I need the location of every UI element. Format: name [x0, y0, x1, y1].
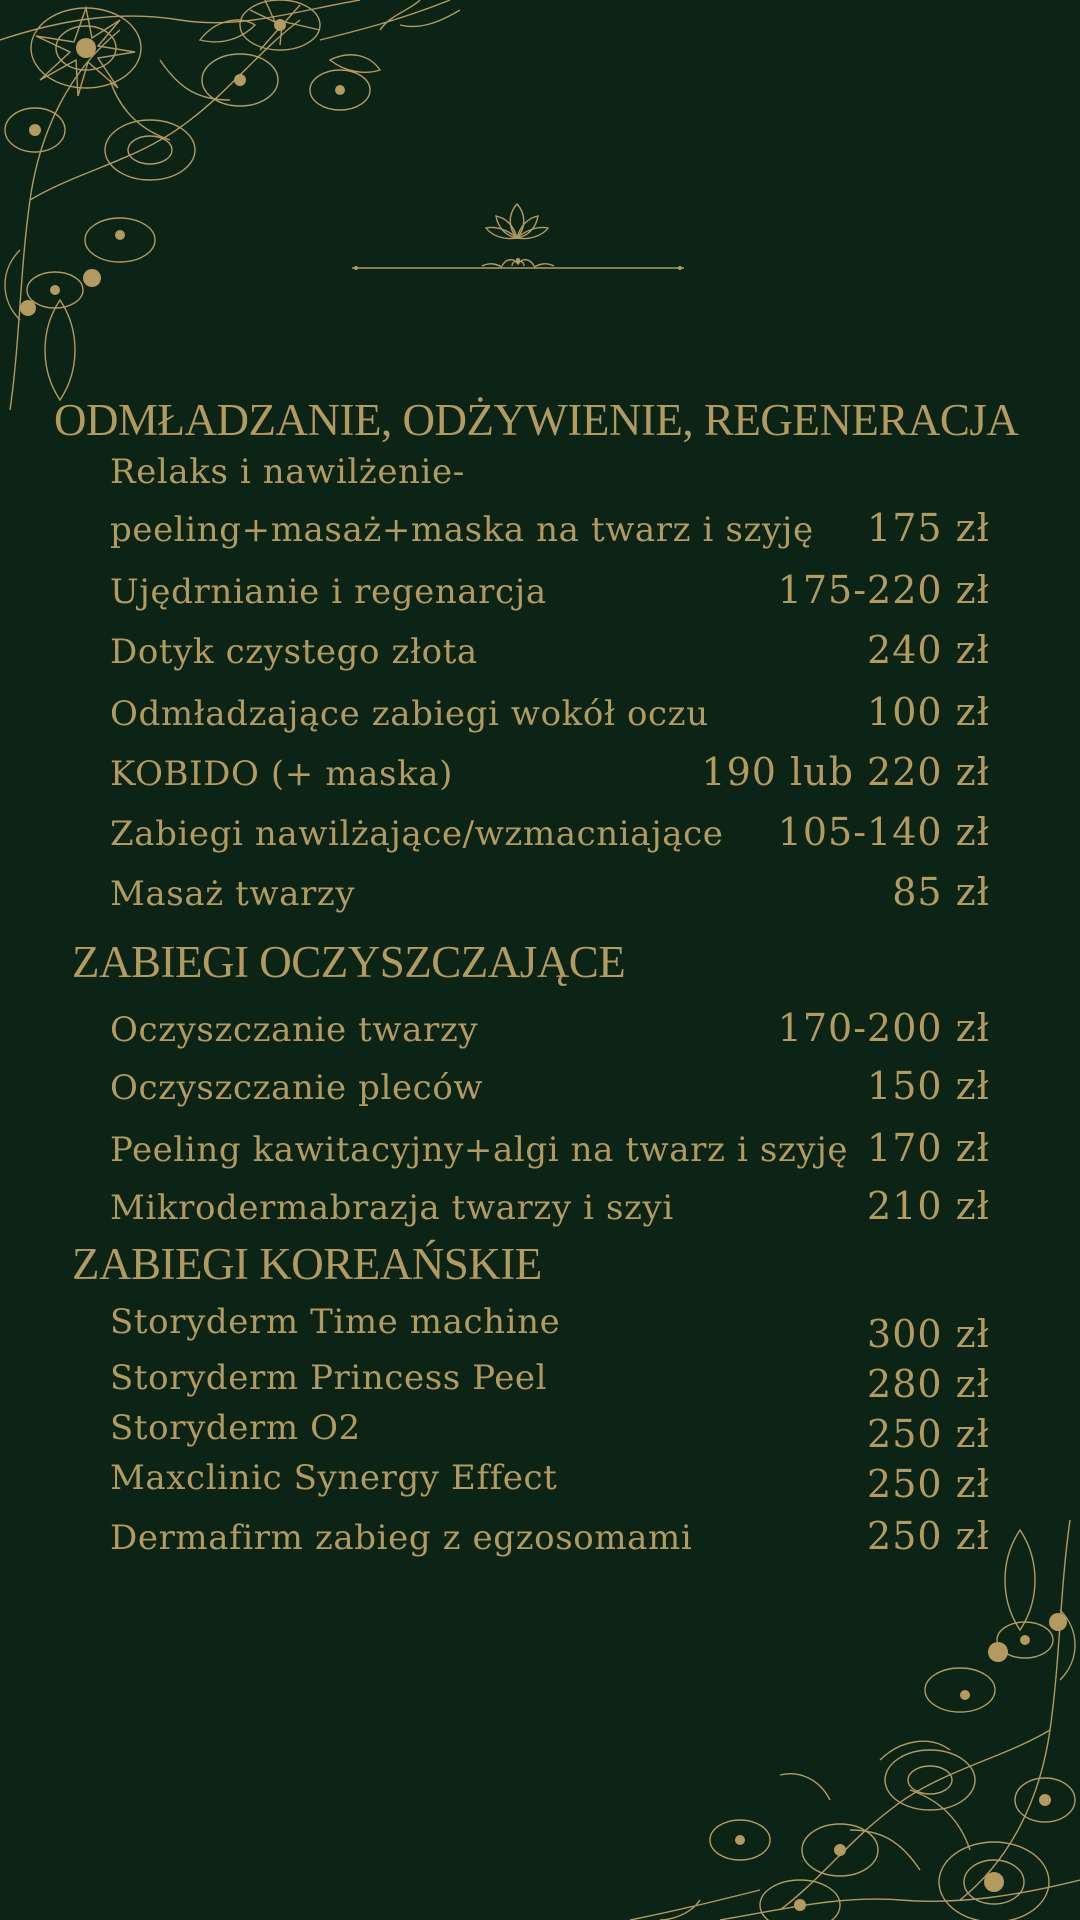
menu-item — [110, 800, 990, 854]
menu-item — [110, 1402, 990, 1456]
menu-item — [110, 1116, 990, 1170]
menu-item-price: 100 zł — [867, 690, 990, 734]
menu-item — [110, 1452, 990, 1506]
menu-item — [110, 740, 990, 794]
menu-item-price: 190 lub 220 zł — [701, 750, 990, 794]
menu-item-name: KOBIDO (+ maska) — [110, 754, 453, 794]
menu-item — [110, 1174, 990, 1228]
menu-item-price: 280 zł — [867, 1362, 990, 1406]
menu-item — [110, 1504, 990, 1558]
menu-item: Relaks i nawilżenie- — [110, 452, 465, 492]
menu-item-price: 150 zł — [867, 1064, 990, 1108]
menu-item — [110, 1352, 990, 1406]
menu-item-name: Ujędrnianie i regenarcja — [110, 572, 547, 612]
menu-item-name: Masaż twarzy — [110, 874, 356, 914]
menu-item-price: 105-140 zł — [777, 810, 990, 854]
menu-item-name: Mikrodermabrazja twarzy i szyi — [110, 1188, 674, 1228]
menu-item — [110, 860, 990, 914]
menu-item — [110, 1054, 990, 1108]
menu-item — [110, 618, 990, 672]
menu-item-price: 175 zł — [867, 506, 990, 550]
menu-item-price: 250 zł — [867, 1462, 990, 1506]
menu-item-name: Storyderm O2 — [110, 1408, 361, 1448]
menu-item-price: 170-200 zł — [777, 1006, 990, 1050]
menu-item-price: 250 zł — [867, 1514, 990, 1558]
menu-item-name: peeling+masaż+maska na twarz i szyję — [110, 510, 814, 550]
menu-item-name: Zabiegi nawilżające/wzmacniające — [110, 814, 724, 854]
menu-item-name: Dermafirm zabieg z egzosomami — [110, 1518, 693, 1558]
menu-item — [110, 558, 990, 612]
menu-item-price: 240 zł — [867, 628, 990, 672]
menu-item — [110, 996, 990, 1050]
ornament-divider-icon — [352, 250, 684, 272]
menu-item-name: Maxclinic Synergy Effect — [110, 1458, 558, 1498]
section-title-korean: ZABIEGI KOREAŃSKIE — [72, 1239, 542, 1289]
lotus-icon — [484, 200, 550, 244]
menu-item-price: 300 zł — [867, 1312, 990, 1356]
menu-item-price: 175-220 zł — [777, 568, 990, 612]
menu-item — [110, 496, 990, 550]
section-title-rejuvenation: ODMŁADZANIE, ODŻYWIENIE, REGENERACJA — [54, 395, 1019, 445]
menu-item — [110, 1296, 990, 1356]
menu-item-name: Storyderm Princess Peel — [110, 1358, 548, 1398]
menu-item-price: 170 zł — [867, 1126, 990, 1170]
menu-item-name: Storyderm Time machine — [110, 1302, 561, 1342]
menu-item-price: 250 zł — [867, 1412, 990, 1456]
menu-item-name: Peeling kawitacyjny+algi na twarz i szyję — [110, 1130, 849, 1170]
menu-item-price: 85 zł — [892, 870, 990, 914]
menu-item-name: Oczyszczanie pleców — [110, 1068, 484, 1108]
menu-item-name: Odmładzające zabiegi wokół oczu — [110, 694, 709, 734]
menu-item-price: 210 zł — [867, 1184, 990, 1228]
menu-item-name: Oczyszczanie twarzy — [110, 1010, 479, 1050]
menu-item — [110, 680, 990, 734]
floral-corner-top-left-icon — [0, 0, 470, 420]
floral-corner-bottom-right-icon — [630, 1510, 1080, 1920]
menu-item-name: Dotyk czystego złota — [110, 632, 478, 672]
section-title-cleansing: ZABIEGI OCZYSZCZAJĄCE — [72, 937, 626, 987]
